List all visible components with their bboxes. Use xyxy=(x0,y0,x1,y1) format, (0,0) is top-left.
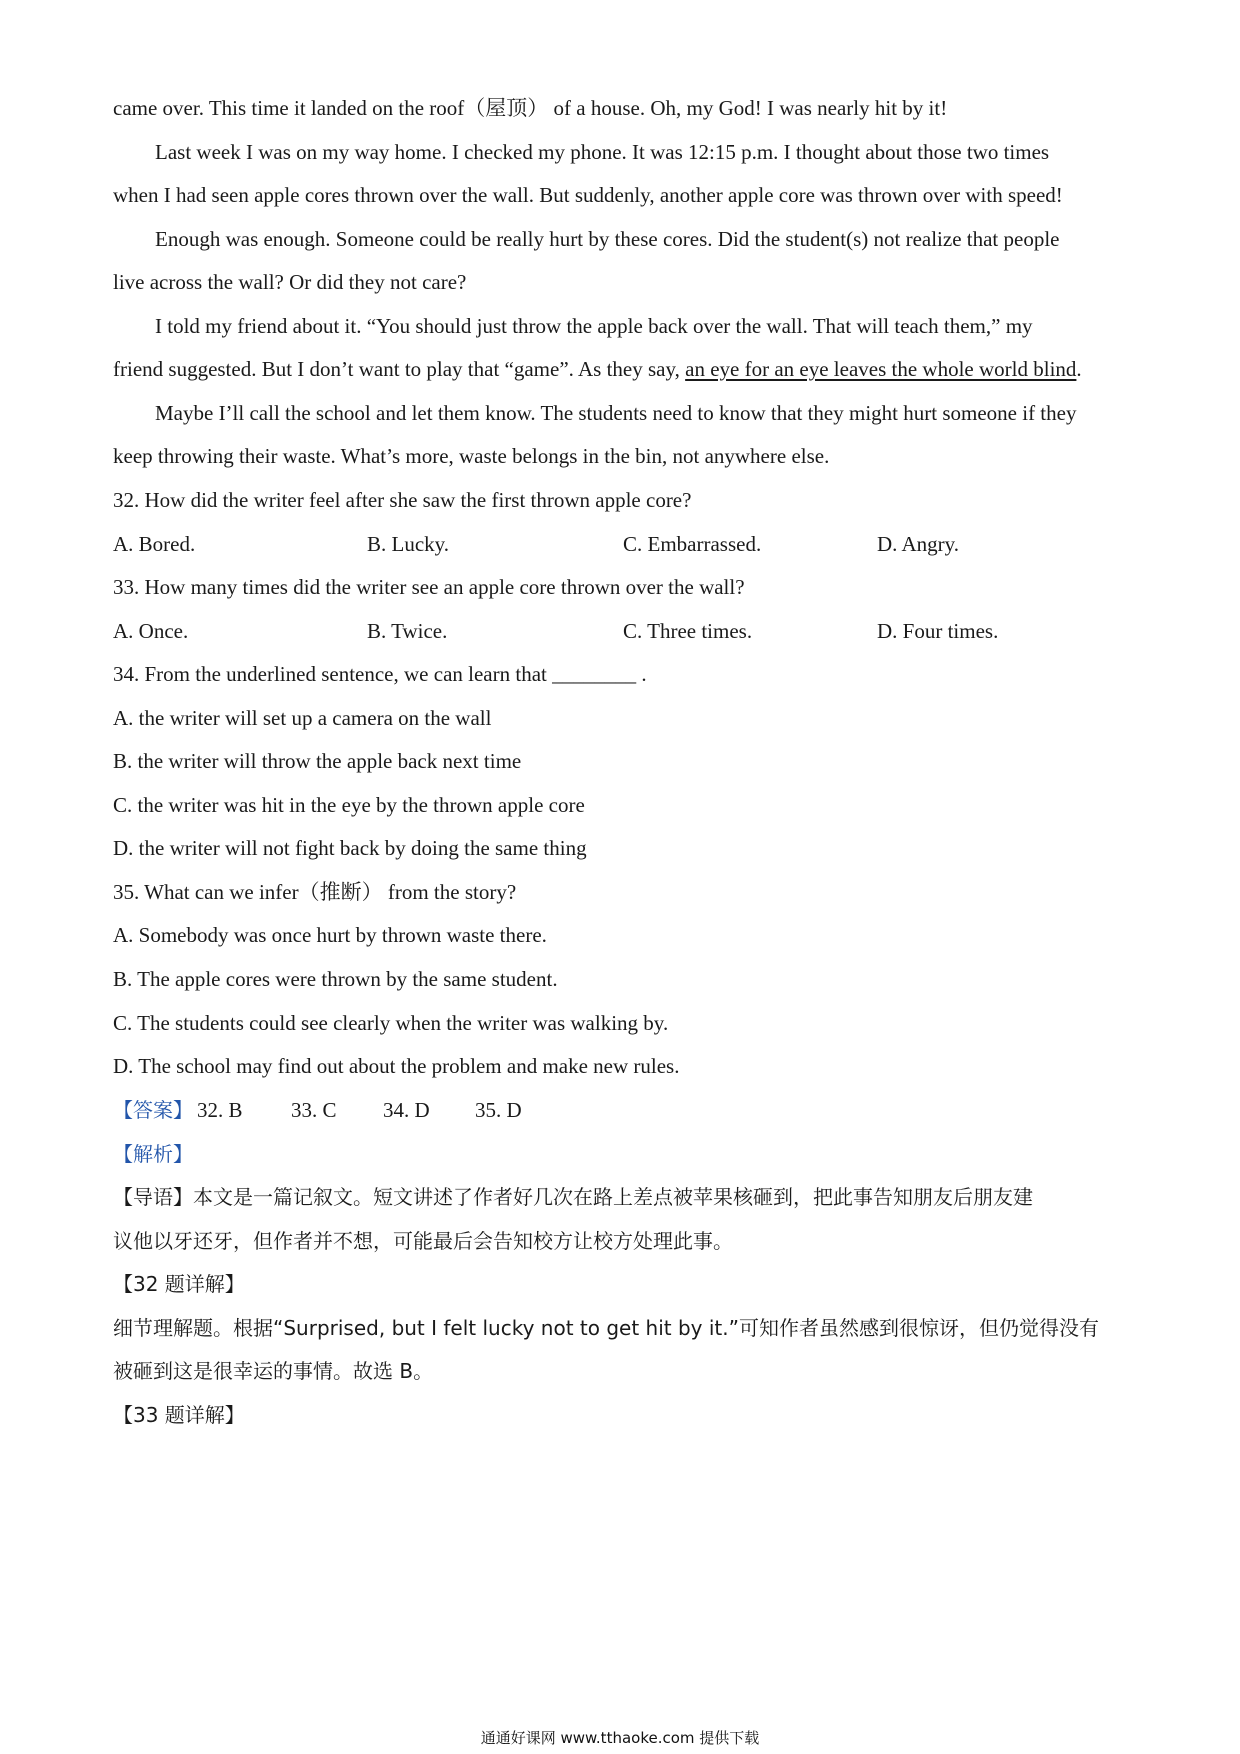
option-b: B. Lucky. xyxy=(367,532,450,556)
question-32-stem: 32. How did the writer feel after she saw the first thrown apple core? xyxy=(113,488,692,512)
analysis-tag: 【解析】 xyxy=(113,1142,193,1166)
passage-text: . xyxy=(1076,357,1082,381)
option-a: A. Once. xyxy=(113,619,189,643)
answer-item: 34. D xyxy=(383,1098,430,1122)
page-footer: 通通好课网 www.tthaoke.com 提供下载 xyxy=(480,1729,760,1747)
q33-detail-heading: 【33 题详解】 xyxy=(113,1403,245,1427)
question-35-stem: 35. What can we infer（推断） from the story? xyxy=(113,880,517,904)
option-a: A. Bored. xyxy=(113,532,196,556)
option-d: D. Angry. xyxy=(877,532,960,556)
passage-line: Last week I was on my way home. I checked my phone. It was 12:15 p.m. I thought about those two times xyxy=(155,140,1050,164)
option-c: C. Three times. xyxy=(623,619,753,643)
answer-tag: 【答案】 xyxy=(113,1098,193,1122)
passage-line: I told my friend about it. “You should just throw the apple back over the wall. That will teach them,” my xyxy=(155,314,1033,338)
analysis-intro: 【导语】本文是一篇记叙文。短文讲述了作者好几次在路上差点被苹果核砸到，把此事告知朋友后朋友建 xyxy=(113,1185,1033,1209)
answer-item: 33. C xyxy=(291,1098,337,1122)
question-33-stem: 33. How many times did the writer see an apple core thrown over the wall? xyxy=(113,575,745,599)
option-b: B. the writer will throw the apple back next time xyxy=(113,749,522,773)
passage-line: Maybe I’ll call the school and let them know. The students need to know that they might hurt someone if they xyxy=(155,401,1077,425)
option-c: C. the writer was hit in the eye by the thrown apple core xyxy=(113,793,585,817)
answer-item: 32. B xyxy=(197,1098,243,1122)
passage-line: came over. This time it landed on the roof（屋顶） of a house. Oh, my God! I was nearly hit by it! xyxy=(113,96,948,120)
option-d: D. the writer will not fight back by doing the same thing xyxy=(113,836,587,860)
underlined-sentence: an eye for an eye leaves the whole world blind xyxy=(685,357,1077,381)
option-c: C. Embarrassed. xyxy=(623,532,762,556)
q32-detail: 细节理解题。根据“Surprised, but I felt lucky not to get hit by it.”可知作者虽然感到很惊讶，但仍觉得没有 xyxy=(113,1316,1099,1340)
option-d: D. Four times. xyxy=(877,619,999,643)
passage-text: friend suggested. But I don’t want to play that “game”. As they say, xyxy=(113,357,686,381)
option-b: B. The apple cores were thrown by the same student. xyxy=(113,967,558,991)
option-c: C. The students could see clearly when the writer was walking by. xyxy=(113,1011,669,1035)
passage-line-with-underline xyxy=(113,355,1130,383)
passage-line: live across the wall? Or did they not care? xyxy=(113,270,467,294)
passage-line: keep throwing their waste. What’s more, waste belongs in the bin, not anywhere else. xyxy=(113,444,830,468)
option-a: A. the writer will set up a camera on the wall xyxy=(113,706,492,730)
passage-line: Enough was enough. Someone could be really hurt by these cores. Did the student(s) not realize that people xyxy=(155,227,1060,251)
option-a: A. Somebody was once hurt by thrown waste there. xyxy=(113,923,547,947)
passage-line: when I had seen apple cores thrown over the wall. But suddenly, another apple core was thrown over with speed! xyxy=(113,183,1063,207)
option-d: D. The school may find out about the problem and make new rules. xyxy=(113,1054,680,1078)
answer-item: 35. D xyxy=(475,1098,522,1122)
q32-detail-heading: 【32 题详解】 xyxy=(113,1272,245,1296)
question-34-stem: 34. From the underlined sentence, we can learn that ________ . xyxy=(113,662,647,686)
option-b: B. Twice. xyxy=(367,619,448,643)
q32-detail: 被砸到这是很幸运的事情。故选 B。 xyxy=(113,1359,434,1383)
analysis-intro: 议他以牙还牙，但作者并不想，可能最后会告知校方让校方处理此事。 xyxy=(113,1229,733,1253)
